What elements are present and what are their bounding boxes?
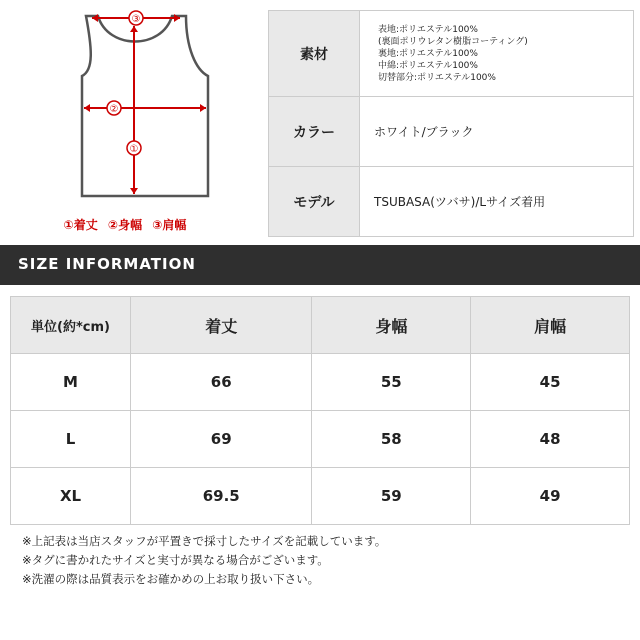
note-line: ※洗濯の際は品質表示をお確かめの上お取り扱い下さい。 — [22, 572, 320, 586]
spec-value-color: ホワイト/ブラック — [360, 97, 634, 167]
marker-shoulder: ③ — [131, 14, 141, 25]
marker-width: ② — [109, 104, 119, 115]
spec-label-model: モデル — [269, 167, 360, 237]
header-unit: 単位(約*cm) — [11, 297, 131, 354]
spec-value-model: TSUBASA(ツバサ)/Lサイズ着用 — [360, 167, 634, 237]
cell-length: 69 — [131, 411, 312, 468]
cell-width: 55 — [312, 354, 471, 411]
legend-length: ①着丈 — [63, 218, 98, 232]
header-length: 着丈 — [131, 297, 312, 354]
marker-length: ① — [129, 144, 139, 155]
material-line: 中綿:ポリエステル100% — [378, 60, 478, 71]
table-row — [11, 411, 630, 468]
cell-shoulder: 48 — [471, 411, 630, 468]
size-table — [10, 296, 630, 525]
table-row — [11, 354, 630, 411]
note-line: ※上記表は当店スタッフが平置きで採寸したサイズを記載しています。 — [22, 534, 387, 548]
cell-shoulder: 45 — [471, 354, 630, 411]
size-label: M — [11, 354, 131, 411]
material-line: (裏面ポリウレタン樹脂コーティング) — [378, 36, 528, 47]
table-row — [11, 468, 630, 525]
material-line: 裏地:ポリエステル100% — [378, 48, 478, 59]
header-shoulder: 肩幅 — [471, 297, 630, 354]
spec-label-material: 素材 — [269, 11, 360, 97]
note-line: ※タグに書かれたサイズと実寸が異なる場合がございます。 — [22, 553, 329, 567]
cell-length: 66 — [131, 354, 312, 411]
legend-shoulder: ③肩幅 — [152, 218, 187, 232]
spec-value-material — [360, 11, 634, 97]
size-table-header — [11, 297, 630, 354]
diagram-legend — [0, 216, 250, 233]
tank-top-outline — [82, 16, 208, 196]
notes — [22, 532, 386, 589]
cell-width: 59 — [312, 468, 471, 525]
legend-width: ②身幅 — [107, 218, 143, 232]
header-width: 身幅 — [312, 297, 471, 354]
material-line: 切替部分:ポリエステル100% — [378, 72, 496, 83]
spec-label-color: カラー — [269, 97, 360, 167]
tank-top-diagram — [0, 0, 250, 240]
spec-table — [268, 10, 634, 237]
material-line: 表地:ポリエステル100% — [378, 24, 478, 35]
size-label: XL — [11, 468, 131, 525]
cell-shoulder: 49 — [471, 468, 630, 525]
cell-length: 69.5 — [131, 468, 312, 525]
banner-title: SIZE INFORMATION — [18, 255, 196, 273]
cell-width: 58 — [312, 411, 471, 468]
size-info-banner — [0, 245, 640, 285]
size-label: L — [11, 411, 131, 468]
